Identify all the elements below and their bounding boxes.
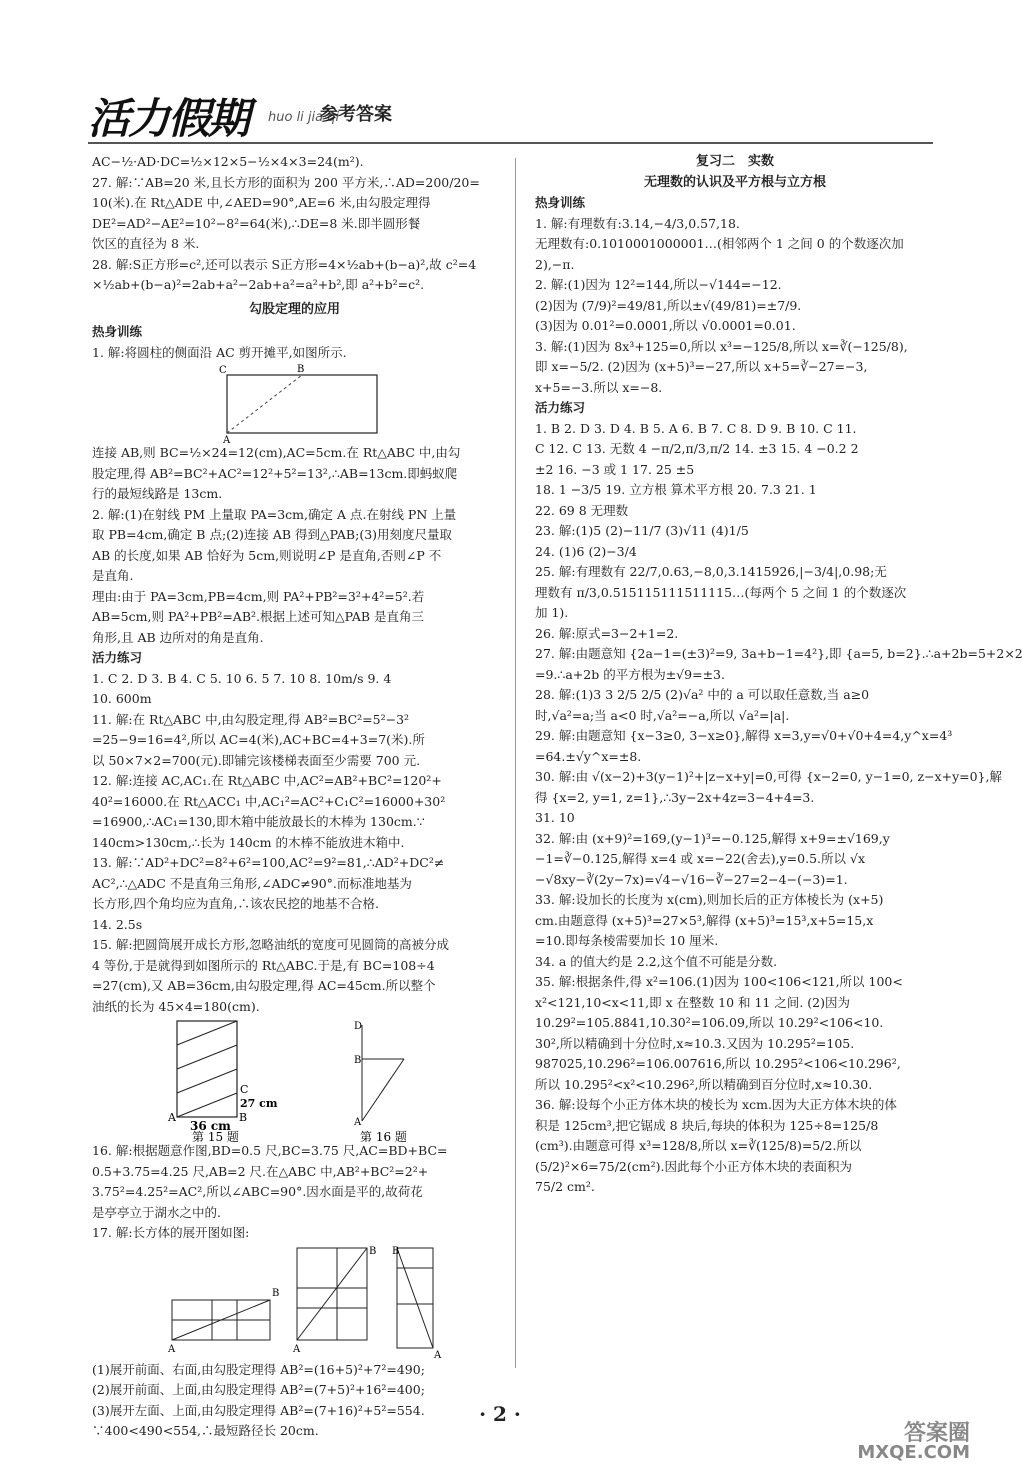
header	[88, 80, 933, 152]
answer-line: x²<121,10<x<11,即 x 在整数 10 和 11 之间. (2)因为	[535, 994, 851, 1010]
fig17-label-a1: A	[168, 1343, 176, 1355]
answer-line: AB=5cm,则 PA²+PB²=AB².根据上述可知△PAB 是直角三	[92, 609, 425, 624]
fig1-label-b: B	[297, 364, 305, 375]
answer-line: AB 的长度,如果 AB 恰好为 5cm,则说明∠P 是直角,否则∠P 不	[92, 547, 442, 563]
answer-line: (3)因为 0.01²=0.0001,所以 √0.0001=0.01.	[535, 318, 796, 333]
answer-line: 27. 解:由题意知 {2a−1=(±3)²=9, 3a+b−1=4²},即 {a=5, b=2}.∴a+2b=5+2×2	[535, 646, 1023, 661]
answer-line: =64.±√y^x=±8.	[535, 748, 642, 764]
answer-line: ×½ab+(b−a)²=2ab+a²−2ab+a²=a²+b²,即 a²+b²=c².	[92, 277, 425, 292]
answer-line: 17. 解:长方体的展开图如图:	[92, 1225, 250, 1240]
answer-line: 11. 解:在 Rt△ABC 中,由勾股定理,得 AB²=BC²=5²−3²	[92, 711, 410, 727]
answer-line: 加 1).	[535, 605, 569, 620]
figure-17-svg	[92, 1244, 497, 1360]
answer-line: =25−9=16=4²,所以 AC=4(米),AC+BC=4+3=7(米).所	[92, 732, 425, 747]
section-title-pythagoras-application: 勾股定理的应用	[248, 301, 340, 317]
answer-line: 0.5+3.75=4.25 尺,AB=2 尺.在△ABC 中,AB²+BC²=2²+	[92, 1163, 429, 1179]
answer-line: 40²=16000.在 Rt△ACC₁ 中,AC₁²=AC²+C₁C²=16000+30²	[92, 793, 446, 809]
answer-line: 1. C 2. D 3. B 4. C 5. 10 6. 5 7. 10 8. 10m/s 9. 4	[92, 670, 392, 686]
fig15-width: 36 cm	[190, 1119, 231, 1133]
answer-line: 饮区的直径为 8 米.	[92, 236, 200, 251]
answer-line: 13. 解:∵AD²+DC²=8²+6²=100,AC²=9²=81,∴AD²+DC²≠	[92, 855, 445, 870]
answer-line: (2)展开前面、上面,由勾股定理得 AB²=(7+5)²+16²=400;	[92, 1382, 425, 1397]
answer-line: 36. 解:设每个小正方体木块的棱长为 xcm.因为大正方体木块的体	[535, 1097, 897, 1112]
answer-line: 28. 解:S正方形=c²,还可以表示 S正方形=4×½ab+(b−a)²,故 c²=4	[92, 256, 477, 272]
left-lines-b	[92, 443, 497, 648]
answer-line: 10.29²=105.8841,10.30²=106.09,所以 10.29²<106<10.	[535, 1015, 884, 1030]
fig17-label-b3: B	[392, 1245, 400, 1257]
answer-line: 32. 解:由 (x+9)²=169,(y−1)³=−0.125,解得 x+9=±√169,y	[535, 830, 890, 846]
answer-line: 3.75²=4.25²=AC²,所以∠ABC=90°.因水面是平的,故荷花	[92, 1184, 423, 1199]
answer-line: 33. 解:设加长的长度为 x(cm),则加长后的正方体棱长为 (x+5)	[535, 892, 884, 907]
answer-line: 15. 解:把圆筒展开成长方形,忽略油纸的宽度可见圆筒的高被分成	[92, 937, 450, 952]
answer-line: (cm³).由题意可得 x³=128/8,所以 x=∛(125/8)=5/2.所以	[535, 1138, 862, 1153]
answer-line: 18. 1 −3/5 19. 立方根 算术平方根 20. 7.3 21. 1	[535, 482, 817, 497]
answer-line: (3)展开左面、上面,由勾股定理得 AB²=(7+16)²+5²=554.	[92, 1402, 425, 1418]
left-lines-a	[92, 152, 497, 296]
answer-line: 无理数有:0.1010001000001…(相邻两个 1 之间 0 的个数逐次加	[535, 236, 904, 251]
answer-line: AC−½·AD·DC=½×12×5−½×4×3=24(m²).	[92, 154, 364, 169]
fig15-label-a: A	[168, 1111, 176, 1124]
answer-line: =9.∴a+2b 的平方根为±√9=±3.	[535, 666, 725, 682]
figure-1-svg	[92, 363, 497, 446]
answer-line: 29. 解:由题意知 {x−3≥0, 3−x≥0},解得 x=3,y=√0+√0+4=4,y^x=4³	[535, 728, 953, 743]
answer-line: 以 50×7×2=700(元).即铺完该楼梯表面至少需要 700 元.	[92, 752, 421, 768]
fig16-label-a: A	[354, 1117, 362, 1128]
answer-line: 16. 解:根据题意作图,BD=0.5 尺,BC=3.75 尺,AC=BD+BC=	[92, 1143, 448, 1158]
warmup-heading: 热身训练	[535, 195, 586, 210]
right-lines-a	[535, 214, 935, 399]
fig15-caption: 第 15 题	[192, 1130, 239, 1144]
answer-line: 12. 解:连接 AC,AC₁.在 Rt△ABC 中,AC²=AB²+BC²=120²+	[92, 773, 442, 788]
answer-line: cm.由题意得 (x+5)³=27×5³,解得 (x+5)³=15³,x+5=15,x	[535, 912, 874, 928]
logo-pinyin: huo li jia qi	[268, 110, 340, 125]
fig17-label-b1: B	[272, 1287, 280, 1299]
watermark-logo: 答案圈	[903, 1421, 970, 1446]
answer-line: =10.即每条棱需要加长 10 厘米.	[535, 933, 719, 948]
answer-line: 14. 2.5s	[92, 916, 143, 932]
answer-line: 角形,且 AB 边所对的角是直角.	[92, 629, 264, 645]
fig17-label-a2: A	[293, 1343, 301, 1355]
answer-line: 35. 解:根据条件,得 x²=106.(1)因为 100<106<121,所以 100<	[535, 974, 903, 989]
left-lines-e	[92, 1360, 497, 1442]
answer-line: (5/2)²×6=75/2(cm²).因此每个小正方体木块的表面积为	[535, 1158, 852, 1174]
answer-line: 28. 解:(1)3 3 2/5 2/5 (2)√a² 中的 a 可以取任意数,当 a≥0	[535, 687, 870, 702]
answer-line: −√8xy−∛(2y−7x)=√4−√16−∛−27=2−4−(−3)=1.	[535, 871, 848, 887]
answer-line: 得 {x=2, y=1, z=1},∴3y−2x+4z=3−4+4=3.	[535, 789, 815, 805]
answer-line: 140cm>130cm,∴长为 140cm 的木棒不能放进木箱中.	[92, 834, 405, 850]
answer-line: −1=∛−0.125,解得 x=4 或 x=−22(舍去),y=0.5.所以 √x	[535, 851, 865, 866]
answer-line: 10. 600m	[92, 691, 152, 706]
fig15-height: 27 cm	[240, 1097, 278, 1110]
answer-line: 油纸的长为 45×4=180(cm).	[92, 998, 260, 1014]
right-lines-b	[535, 419, 1023, 1198]
answer-line: ±2 16. −3 或 1 17. 25 ±5	[535, 461, 695, 477]
answer-line: 是亭亭立于湖水之中的.	[92, 1204, 221, 1220]
fig16-label-b: B	[354, 1055, 362, 1066]
answer-line: 时,√a²=a;当 a<0 时,√a²=−a,所以 √a²=|a|.	[535, 707, 790, 723]
answer-line: 2. 解:(1)在射线 PM 上量取 PA=3cm,确定 A 点.在射线 PN 上量	[92, 506, 457, 522]
fig17-label-a3: A	[434, 1349, 442, 1361]
answer-line: (1)展开前面、右面,由勾股定理得 AB²=(16+5)²+7²=490;	[92, 1361, 425, 1377]
answer-line: x+5=−3.所以 x=−8.	[535, 379, 663, 395]
answer-line: 连接 AB,则 BC=½×24=12(cm),AC=5cm.在 Rt△ABC 中,由勾	[92, 445, 461, 460]
answer-line: =16900,∴AC₁=130,即木箱中能放最长的木棒为 130cm.∵	[92, 814, 425, 829]
answer-line: =27(cm),又 AB=36cm,由勾股定理,得 AC=45cm.所以整个	[92, 978, 436, 993]
fig15-label-c: C	[240, 1083, 249, 1096]
answer-line: 取 PB=4cm,确定 B 点;(2)连接 AB 得到△PAB;(3)用刻度尺量取	[92, 527, 453, 542]
practice-heading: 活力练习	[92, 650, 143, 665]
answer-line: 10(米).在 Rt△ADE 中,∠AED=90°,AE=6 米,由勾股定理得	[92, 195, 431, 210]
answer-line: 3. 解:(1)因为 8x³+125=0,所以 x³=−125/8,所以 x=∛(−125/8),	[535, 338, 908, 354]
answer-line: 22. 69 8 无理数	[535, 502, 629, 518]
answer-line: 34. a 的值大约是 2.2,这个值不可能是分数.	[535, 953, 778, 969]
header-rule	[88, 142, 933, 144]
answer-line: 长方形,四个角均应为直角,∴该农民挖的地基不合格.	[92, 896, 379, 911]
answer-line: 理数有 π/3,0.515115111511115…(每两个 5 之间 1 的个数逐次	[535, 584, 907, 600]
left-lines-d	[92, 1141, 497, 1244]
answer-line: 23. 解:(1)5 (2)−11/7 (3)√11 (4)1/5	[535, 523, 749, 538]
answer-line: 987025,10.296²=106.007616,所以 10.295²<106<10.296²,	[535, 1056, 901, 1071]
answer-line: 31. 10	[535, 810, 575, 825]
answer-line: 1. B 2. D 3. D 4. B 5. A 6. B 7. C 8. D 9. B 10. C 11.	[535, 420, 857, 436]
answer-line: 1. 解:将圆柱的侧面沿 AC 剪开摊平,如图所示.	[92, 344, 347, 360]
left-lines-c	[92, 669, 497, 1018]
answer-line: 2),−π.	[535, 256, 575, 272]
figures-15-16	[92, 1017, 497, 1144]
answer-line: 2. 解:(1)因为 12²=144,所以−√144=−12.	[535, 277, 782, 292]
logo: 活力假期	[88, 94, 249, 143]
practice-heading: 活力练习	[535, 400, 586, 415]
answer-line: 25. 解:有理数有 22/7,0.63,−8,0,3.1415926,|−3/4|,0.9̇8̇;无	[535, 564, 887, 579]
figure-15-16-svg	[92, 1017, 497, 1144]
answer-line: 4 等份,于是就得到如图所示的 Rt△ABC.于是,有 BC=108÷4	[92, 957, 435, 973]
answer-line: 30. 解:由 √(x−2)+3(y−1)²+|z−x+y|=0,可得 {x−2=0, y−1=0, z−x+y=0},解	[535, 769, 1002, 784]
answer-line: 75/2 cm².	[535, 1179, 595, 1194]
section-title-real-numbers: 复习二 实数	[695, 154, 774, 169]
answer-line: 所以 10.295²<x²<10.296²,所以精确到百分位时,x≈10.30.	[535, 1076, 873, 1092]
fig16-caption: 第 16 题	[360, 1130, 407, 1144]
answer-line: DE²=AD²−AE²=10²−8²=64(米),∴DE=8 米.即半圆形餐	[92, 215, 421, 231]
fig1-label-a: A	[223, 435, 231, 446]
answer-line: 理由:由于 PA=3cm,PB=4cm,则 PA²+PB²=3²+4²=5².若	[92, 588, 425, 604]
answer-line: ∵400<490<554,∴最短路径长 20cm.	[92, 1423, 319, 1438]
fig15-label-b: B	[239, 1111, 248, 1124]
answer-line: 24. (1)6 (2)−3/4	[535, 543, 637, 559]
answer-line: 26. 解:原式=3−2+1=2.	[535, 625, 679, 641]
answer-line: 行的最短线路是 13cm.	[92, 486, 223, 501]
answer-line: (2)因为 (7/9)²=49/81,所以±√(49/81)=±7/9.	[535, 297, 802, 313]
fig1-label-c: C	[219, 365, 227, 376]
answer-line: 30²,所以精确到十分位时,x≈10.3.又因为 10.295²=105.	[535, 1035, 855, 1051]
left-column	[92, 152, 497, 1442]
answer-line: AC²,∴△ADC 不是直角三角形,∠ADC≠90°.而标准地基为	[92, 875, 412, 891]
answer-line: 即 x=−5/2. (2)因为 (x+5)³=−27,所以 x+5=∛−27=−3,	[535, 359, 868, 374]
answer-line: 27. 解:∵AB=20 米,且长方形的面积为 200 平方米,∴AD=200/20=	[92, 174, 480, 190]
fig17-label-b2: B	[369, 1245, 377, 1257]
watermark-url: MXQE.COM	[857, 1442, 970, 1463]
column-divider	[515, 158, 516, 1368]
page-number: · 2 ·	[479, 1402, 521, 1426]
answer-line: 1. 解:有理数有:3.14,−4/3,0.5̇7̇,18.	[535, 215, 740, 231]
answer-line: 股定理,得 AB²=BC²+AC²=12²+5²=13²,∴AB=13cm.即蚂蚁爬	[92, 465, 458, 481]
answer-line: 是直角.	[92, 568, 134, 583]
figure-17-unfolded-box	[92, 1244, 497, 1360]
figure-cylinder-unrolled	[92, 363, 497, 446]
header-title: 参考答案	[320, 104, 392, 125]
section-subtitle: 无理数的认识及平方根与立方根	[643, 174, 826, 190]
fig16-label-d: D	[354, 1021, 363, 1032]
warmup-heading: 热身训练	[92, 324, 143, 339]
answer-line: 积是 125cm³,把它锯成 8 块后,每块的体积为 125÷8=125/8	[535, 1117, 879, 1133]
answer-line: C 12. C 13. 无数 4 −π/2,π/3,π/2 14. ±3 15. 4 −0.2 2	[535, 441, 859, 456]
right-column	[535, 152, 1023, 1198]
